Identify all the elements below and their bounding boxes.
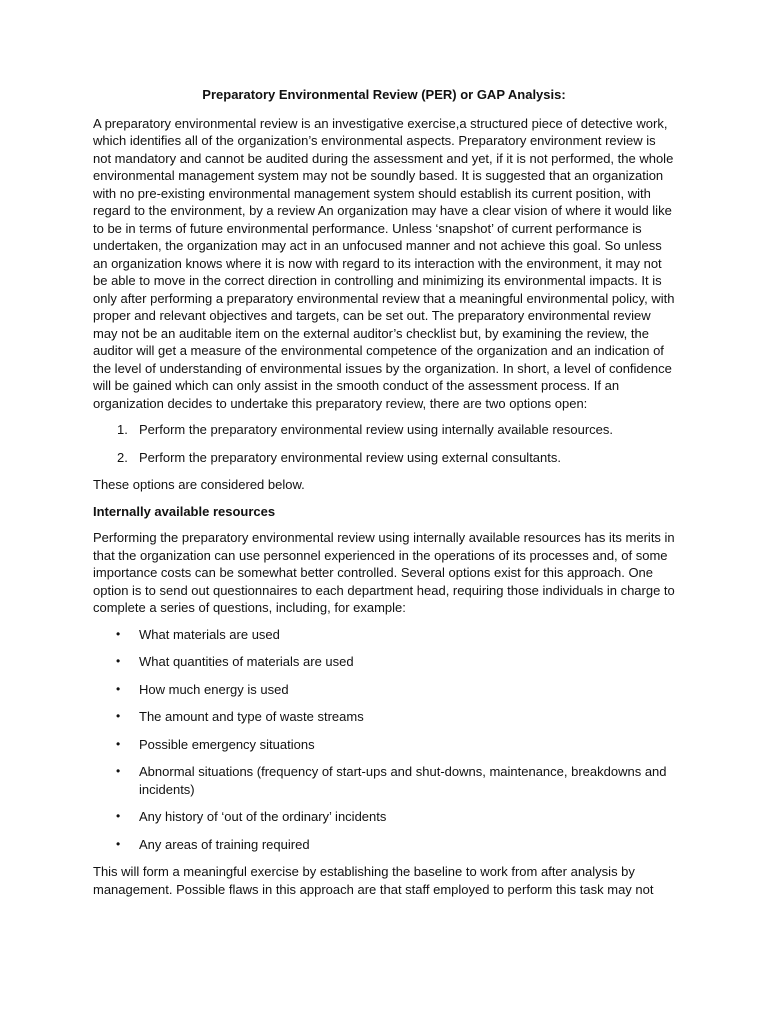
bullet-list — [93, 626, 675, 854]
list-item — [93, 708, 675, 726]
list-item-text: Perform the preparatory environmental review using external consultants. — [139, 449, 561, 465]
list-item — [93, 736, 675, 754]
list-item — [93, 421, 675, 439]
list-item — [93, 626, 675, 644]
list-item-text: Possible emergency situations — [139, 736, 315, 752]
list-item — [93, 449, 675, 467]
bullet-icon: • — [116, 736, 121, 751]
list-item — [93, 653, 675, 671]
list-item-text: What quantities of materials are used — [139, 654, 354, 669]
list-item-text: What materials are used — [139, 626, 280, 642]
list-number: 2. — [117, 449, 128, 465]
bullet-icon: • — [116, 626, 121, 641]
list-item-text: The amount and type of waste streams — [139, 709, 364, 724]
list-item — [93, 808, 675, 826]
intro-paragraph: A preparatory environmental review is an investigative exercise,a structured piece of detective work, which identifies all of the organization’s environmental aspects. Preparatory environment review is not mandatory and cannot be audited during the assessment and yet, if it is not performed, the whole environmental management system may not be soundly based. It is suggested that an organization with no pre-existing environmental management system should establish its current position, with regard to the environment, by a review An organization may have a clear vision of where it would like to be in terms of future environmental performance. Unless ‘snapshot’ of current performance is undertaken, the organization may act in an unfocused manner and not achieve this goal. So unless an organization knows where it is now with regard to its interaction with the environment, it may not be able to move in the correct direction in controlling and minimizing its environmental impacts. It is only after performing a preparatory environmental review that a meaningful environmental policy, with proper and relevant objectives and targets, can be set out. The preparatory environmental review may not be an auditable item on the external auditor’s checklist but, by examining the review, the auditor will get a measure of the environmental competence of the organization and an indication of the level of understanding of environmental issues by the organization. In short, a level of confidence will be gained which can only assist in the smooth conduct of the assessment process. If an organization decides to undertake this preparatory review, there are two options open: — [93, 115, 675, 411]
document-title: Preparatory Environmental Review (PER) or GAP Analysis: — [202, 87, 566, 102]
bullet-icon: • — [116, 654, 121, 668]
list-item — [93, 763, 675, 798]
bullet-icon: • — [116, 681, 121, 696]
list-item-text: Perform the preparatory environmental review using internally available resources. — [139, 422, 614, 437]
list-item-text: How much energy is used — [139, 681, 289, 697]
section-heading: Internally available resources — [93, 503, 276, 519]
list-item — [93, 681, 675, 699]
options-note: These options are considered below. — [93, 477, 305, 492]
bullet-icon: • — [116, 809, 121, 823]
list-item — [93, 836, 675, 854]
list-item-text: Abnormal situations (frequency of start-ups and shut-downs, maintenance, breakdowns and incidents) — [139, 764, 667, 797]
list-item-text: Any history of ‘out of the ordinary’ incidents — [139, 809, 387, 824]
bullet-icon: • — [116, 709, 121, 723]
bullet-icon: • — [116, 764, 121, 778]
options-list — [93, 421, 675, 466]
closing-paragraph: This will form a meaningful exercise by establishing the baseline to work from after analysis by management. Possible flaws in this approach are that staff employed to perform this task may not — [93, 864, 654, 897]
section-paragraph: Performing the preparatory environmental review using internally available resources has its merits in that the organization can use personnel experienced in the operations of its processes and, of some importance costs can be somewhat better controlled. Several options exist for this approach. One option is to send out questionnaires to each department head, requiring those individuals in charge to complete a series of questions, including, for example: — [93, 530, 675, 615]
bullet-icon: • — [116, 836, 121, 851]
list-item-text: Any areas of training required — [139, 836, 310, 852]
list-number: 1. — [117, 422, 128, 437]
